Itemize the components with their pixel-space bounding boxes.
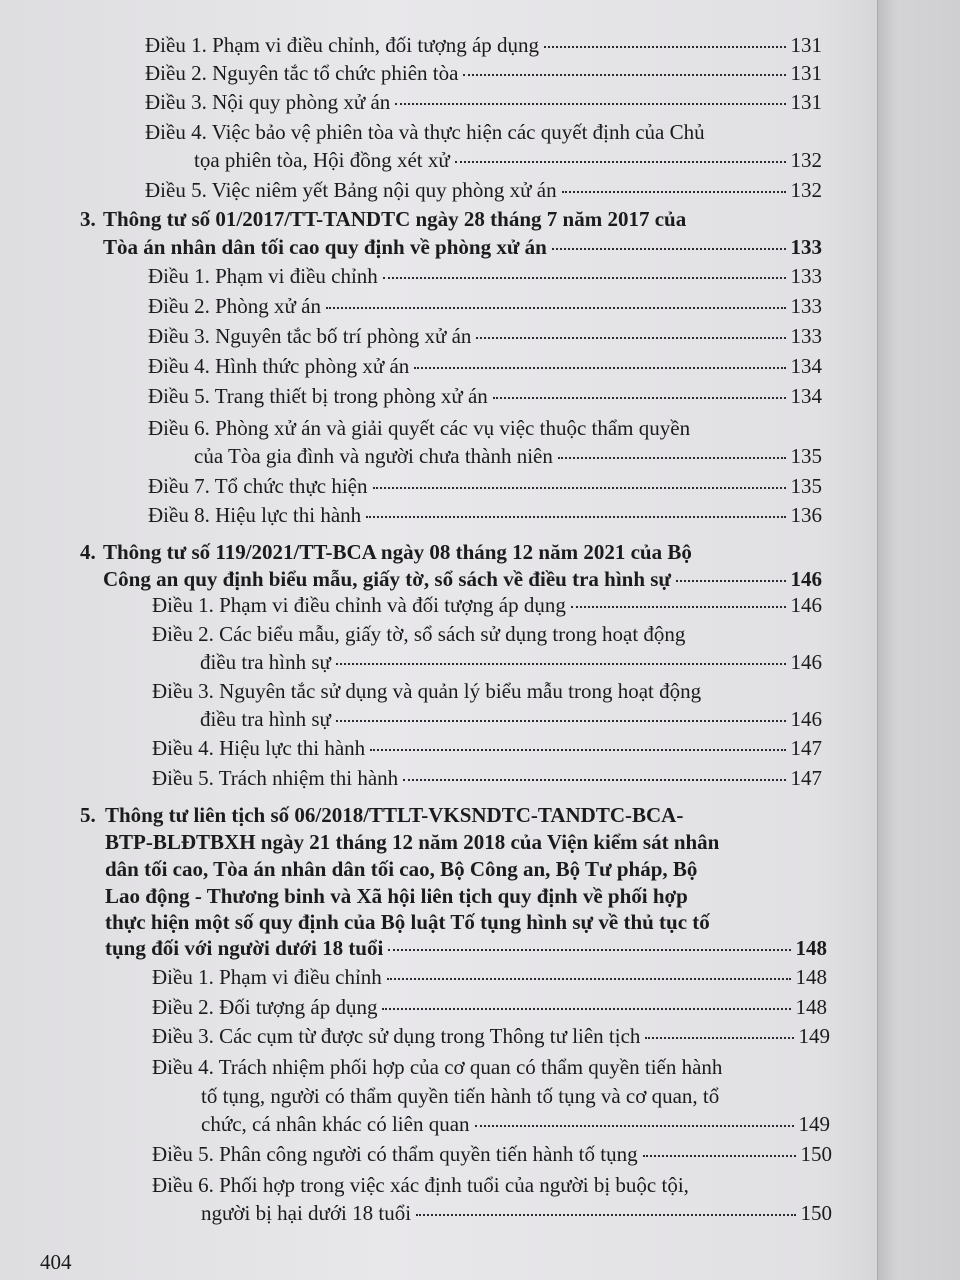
toc-entry: tọa phiên tòa, Hội đồng xét xử 132 — [194, 148, 822, 172]
section-number: 5. — [80, 803, 96, 827]
section-title-line: Thông tư số 119/2021/TT-BCA ngày 08 tháng 12 năm 2021 của Bộ — [103, 540, 692, 564]
toc-entry: Điều 8. Hiệu lực thi hành 136 — [148, 503, 822, 527]
section-heading: Tòa án nhân dân tối cao quy định về phòng xử án 133 — [103, 235, 822, 259]
toc-entry-line: Điều 3. Nguyên tắc sử dụng và quản lý biểu mẫu trong hoạt động — [152, 679, 702, 703]
section-heading: Công an quy định biểu mẫu, giấy tờ, sổ sách về điều tra hình sự 146 — [103, 567, 822, 591]
toc-entry-line: Điều 6. Phối hợp trong việc xác định tuổi của người bị buộc tội, — [152, 1173, 689, 1197]
toc-entry: Điều 5. Việc niêm yết Bảng nội quy phòng xử án 132 — [145, 178, 822, 202]
toc-entry: Điều 1. Phạm vi điều chỉnh và đối tượng áp dụng 146 — [152, 593, 822, 617]
toc-entry-line: Điều 2. Các biểu mẫu, giấy tờ, sổ sách sử dụng trong hoạt động — [152, 622, 686, 646]
toc-entry: Điều 2. Phòng xử án 133 — [148, 294, 822, 318]
toc-entry: Điều 1. Phạm vi điều chỉnh 133 — [148, 264, 822, 288]
section-title-line: Thông tư số 01/2017/TT-TANDTC ngày 28 tháng 7 năm 2017 của — [103, 207, 687, 231]
toc-entry: Điều 5. Trách nhiệm thi hành 147 — [152, 766, 822, 790]
section-title-line: BTP-BLĐTBXH ngày 21 tháng 12 năm 2018 của Viện kiểm sát nhân — [105, 830, 720, 854]
toc-entry: điều tra hình sự 146 — [200, 650, 822, 674]
toc-entry: Điều 7. Tổ chức thực hiện 135 — [148, 474, 822, 498]
section-heading: tụng đối với người dưới 18 tuổi 148 — [105, 936, 827, 960]
page-number: 404 — [40, 1250, 72, 1274]
section-number: 4. — [80, 540, 96, 564]
toc-entry: Điều 1. Phạm vi điều chỉnh, đối tượng áp dụng 131 — [145, 33, 822, 57]
toc-entry: Điều 4. Hiệu lực thi hành 147 — [152, 736, 822, 760]
toc-entry: người bị hại dưới 18 tuổi 150 — [201, 1201, 832, 1225]
section-title-line: Lao động - Thương binh và Xã hội liên tịch quy định về phối hợp — [105, 884, 688, 908]
section-title-line: thực hiện một số quy định của Bộ luật Tố tụng hình sự về thủ tục tố — [105, 910, 710, 934]
toc-entry: của Tòa gia đình và người chưa thành niên 135 — [194, 444, 822, 468]
toc-entry: Điều 5. Phân công người có thẩm quyền tiến hành tố tụng 150 — [152, 1142, 832, 1166]
toc-entry: Điều 2. Đối tượng áp dụng 148 — [152, 995, 827, 1019]
toc-entry: chức, cá nhân khác có liên quan 149 — [201, 1112, 830, 1136]
toc-entry: Điều 2. Nguyên tắc tổ chức phiên tòa 131 — [145, 61, 822, 85]
toc-entry: Điều 3. Nội quy phòng xử án 131 — [145, 90, 822, 114]
toc-entry-line: Điều 4. Việc bảo vệ phiên tòa và thực hiện các quyết định của Chủ — [145, 120, 705, 144]
section-number: 3. — [80, 207, 96, 231]
toc-entry-line: tố tụng, người có thẩm quyền tiến hành tố tụng và cơ quan, tổ — [201, 1084, 720, 1108]
toc-entry: Điều 4. Hình thức phòng xử án 134 — [148, 354, 822, 378]
section-title-line: dân tối cao, Tòa án nhân dân tối cao, Bộ Công an, Bộ Tư pháp, Bộ — [105, 857, 698, 881]
toc-entry: Điều 5. Trang thiết bị trong phòng xử án 134 — [148, 384, 822, 408]
toc-entry: Điều 3. Các cụm từ được sử dụng trong Thông tư liên tịch 149 — [152, 1024, 830, 1048]
toc-entry: Điều 1. Phạm vi điều chỉnh 148 — [152, 965, 827, 989]
toc-entry: điều tra hình sự 146 — [200, 707, 822, 731]
toc-entry: Điều 3. Nguyên tắc bố trí phòng xử án 133 — [148, 324, 822, 348]
toc-entry-line: Điều 6. Phòng xử án và giải quyết các vụ việc thuộc thẩm quyền — [148, 416, 691, 440]
toc-entry-line: Điều 4. Trách nhiệm phối hợp của cơ quan có thẩm quyền tiến hành — [152, 1055, 723, 1079]
section-title-line: Thông tư liên tịch số 06/2018/TTLT-VKSNDTC-TANDTC-BCA- — [105, 803, 684, 827]
